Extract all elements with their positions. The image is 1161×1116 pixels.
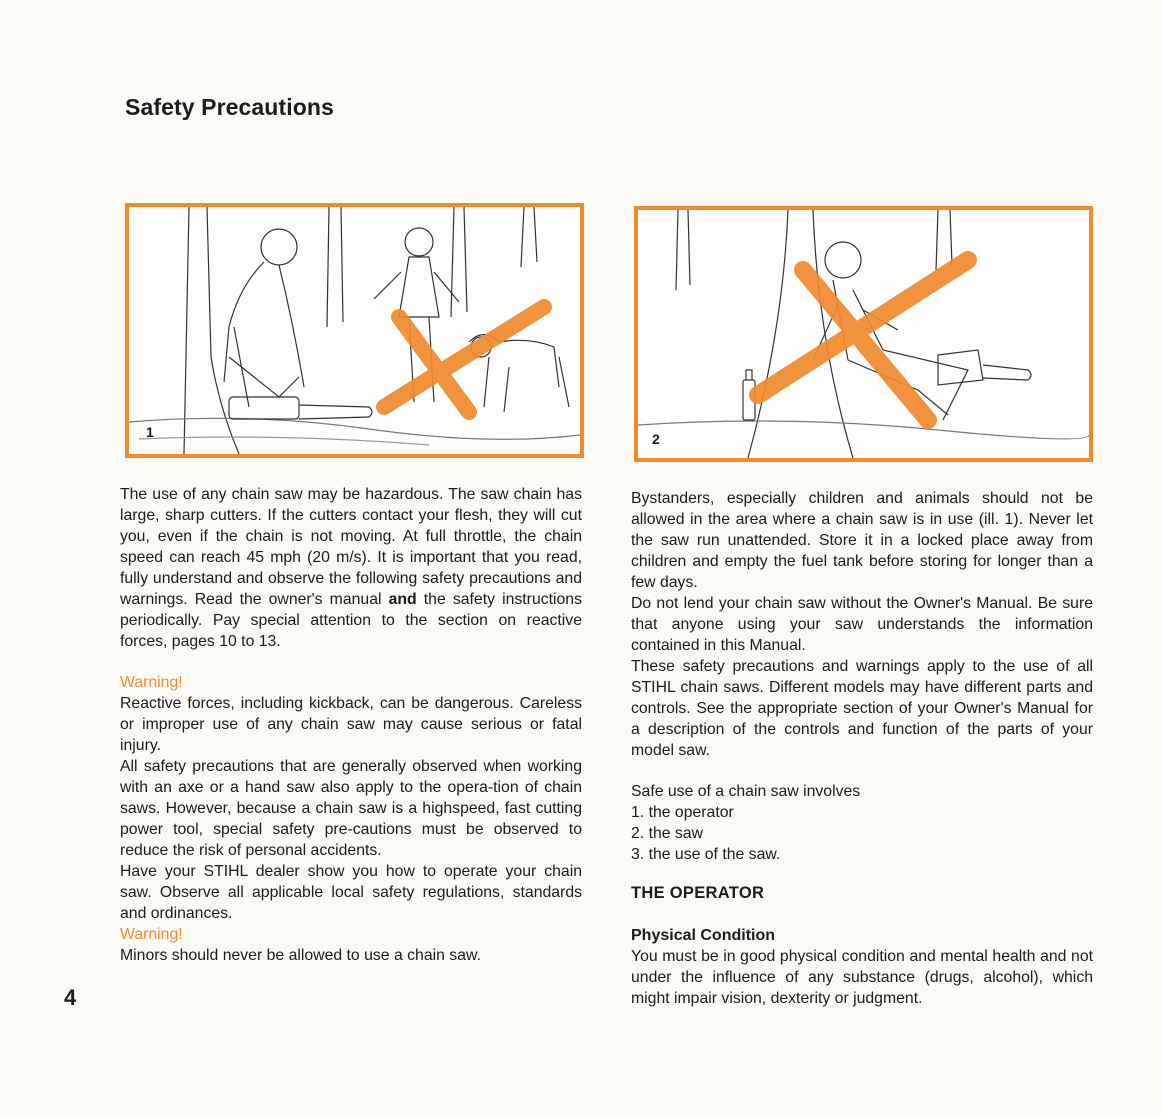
intro-text-end: the safety instructions periodically. Pay special attention to the section on reactive forces, pages 10 to 13. <box>120 591 582 650</box>
intro-paragraph <box>120 484 582 652</box>
figure-1-illustration <box>125 203 584 458</box>
warning-label-1: Warning! <box>120 674 183 691</box>
list-item: 1. the operator <box>631 804 734 821</box>
dealer-paragraph: Have your STIHL dealer show you how to operate your chain saw. Observe all applicable local safety regulations, standards and ordinances. <box>120 863 582 922</box>
section-heading: THE OPERATOR <box>631 884 765 902</box>
bystanders-illustration <box>129 207 580 454</box>
figure-1-label: 1 <box>146 424 154 440</box>
intro-text: The use of any chain saw may be hazardous. The saw chain has large, sharp cutters. If the cutters contact your flesh, they will cut you, even if the chain is not moving. At full throttle, the chain speed can reach 45 mph (20 m/s). It is important that you read, fully understand and observe the following safety precautions and warnings. Read the owner's manual <box>120 486 582 608</box>
safe-use-intro: Safe use of a chain saw involves <box>631 783 861 800</box>
condition-paragraph: You must be in good physical condition and mental health and not under the influence of any substance (drugs, alcohol), which might impair vision, dexterity or judgment. <box>631 948 1093 1007</box>
unattended-saw-illustration <box>638 210 1089 458</box>
subheading: Physical Condition <box>631 927 776 944</box>
axe-paragraph: All safety precautions that are generally observed when working with an axe or a hand saw also apply to the opera-tion of chain saws. However, because a chain saw is a highspeed, fast cutting power tool, special safety pre-cautions must be observed to reduce the risk of personal accidents. <box>120 758 582 859</box>
warning-label-2: Warning! <box>120 926 183 943</box>
page-title: Safety Precautions <box>125 94 334 120</box>
left-text-column <box>120 484 582 966</box>
apply-paragraph: These safety precautions and warnings apply to the use of all STIHL chain saws. Different models may have different parts and controls. See the appropriate section of your Owner's Manual for a description of the controls and function of the parts of your model saw. <box>631 658 1093 759</box>
warning-text-1: Reactive forces, including kickback, can be dangerous. Careless or improper use of any chain saw may cause serious or fatal injury. <box>120 695 582 754</box>
safe-use-list <box>631 802 1093 865</box>
warning-text-2: Minors should never be allowed to use a chain saw. <box>120 947 481 964</box>
lend-paragraph: Do not lend your chain saw without the Owner's Manual. Be sure that anyone using your saw understands the information contained in this Manual. <box>631 595 1093 654</box>
figure-2-illustration <box>634 206 1093 462</box>
list-item: 2. the saw <box>631 825 704 842</box>
intro-emphasis: and <box>388 591 417 608</box>
figure-2-label: 2 <box>652 431 660 447</box>
right-text-column <box>631 488 1093 1009</box>
list-item: 3. the use of the saw. <box>631 846 781 863</box>
page-number: 4 <box>64 985 77 1010</box>
bystanders-paragraph: Bystanders, especially children and animals should not be allowed in the area where a chain saw is in use (ill. 1). Never let the saw run unattended. Store it in a locked place away from children and empty the fuel tank before storing for longer than a few days. <box>631 490 1093 591</box>
